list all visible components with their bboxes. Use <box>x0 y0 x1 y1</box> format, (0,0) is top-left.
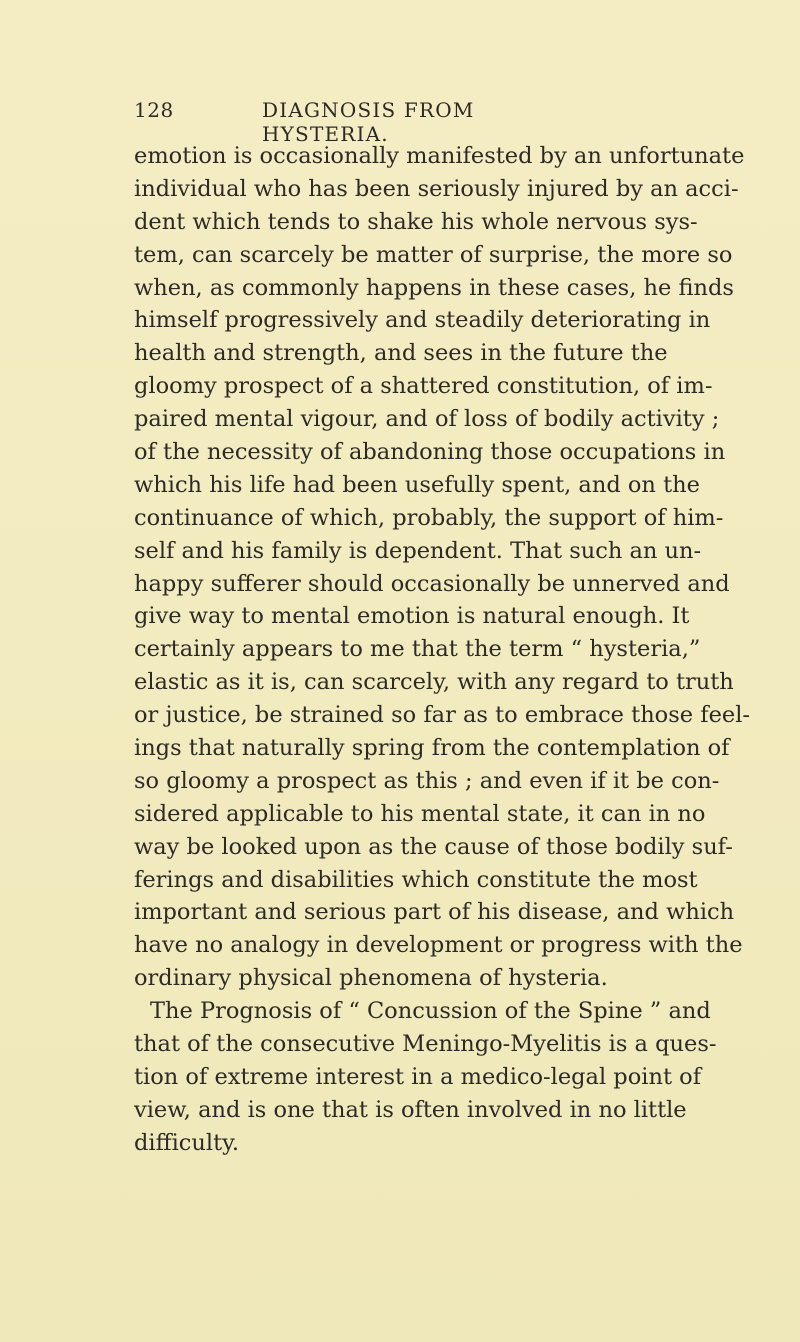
running-head: DIAGNOSIS FROM HYSTERIA. <box>262 98 475 146</box>
text-line: have no analogy in development or progress with the <box>134 932 743 959</box>
text-line: The Prognosis of “ Concussion of the Spine ” and <box>150 998 711 1025</box>
text-line: important and serious part of his disease, and which <box>134 899 735 926</box>
text-line: or justice, be strained so far as to embrace those feel- <box>134 702 751 729</box>
body-text <box>134 140 751 1160</box>
text-line: self and his family is dependent. That such an un- <box>134 537 702 564</box>
text-line: difficulty. <box>134 1129 239 1156</box>
text-line: continuance of which, probably, the support of him- <box>134 504 724 531</box>
text-line: emotion is occasionally manifested by an unfortunate <box>134 143 745 169</box>
text-line: so gloomy a prospect as this ; and even if it be con- <box>134 767 720 794</box>
text-line: happy sufferer should occasionally be unnerved and <box>134 570 730 597</box>
text-line: ings that naturally spring from the contemplation of <box>134 735 730 762</box>
text-line: individual who has been seriously injured by an acci- <box>134 175 739 202</box>
text-line: that of the consecutive Meningo-Myelitis is a ques- <box>134 1031 717 1058</box>
text-line: sidered applicable to his mental state, it can in no <box>134 800 706 827</box>
text-line: view, and is one that is often involved in no little <box>134 1096 687 1123</box>
text-line: paired mental vigour, and of loss of bodily activity ; <box>134 406 720 433</box>
text-line: dent which tends to shake his whole nervous sys- <box>134 208 698 235</box>
text-line: tem, can scarcely be matter of surprise, the more so <box>134 241 733 268</box>
text-line: of the necessity of abandoning those occupations in <box>134 439 726 466</box>
page-number: 128 <box>134 98 174 122</box>
text-line: ordinary physical phenomena of hysteria. <box>134 965 608 992</box>
text-line: gloomy prospect of a shattered constitution, of im- <box>134 373 713 400</box>
text-line: which his life had been usefully spent, and on the <box>134 471 700 498</box>
text-line: tion of extreme interest in a medico-legal point of <box>134 1063 702 1090</box>
page-header <box>134 98 574 146</box>
text-line: give way to mental emotion is natural enough. It <box>134 603 690 630</box>
text-line: way be looked upon as the cause of those bodily suf- <box>134 833 733 860</box>
text-line: elastic as it is, can scarcely, with any regard to truth <box>134 669 734 696</box>
text-line: ferings and disabilities which constitute the most <box>134 866 698 893</box>
text-line: health and strength, and sees in the future the <box>134 340 668 367</box>
text-line: certainly appears to me that the term “ hysteria,” <box>134 636 701 663</box>
text-line: when, as commonly happens in these cases, he finds <box>134 274 734 301</box>
text-line: himself progressively and steadily deteriorating in <box>134 307 711 334</box>
